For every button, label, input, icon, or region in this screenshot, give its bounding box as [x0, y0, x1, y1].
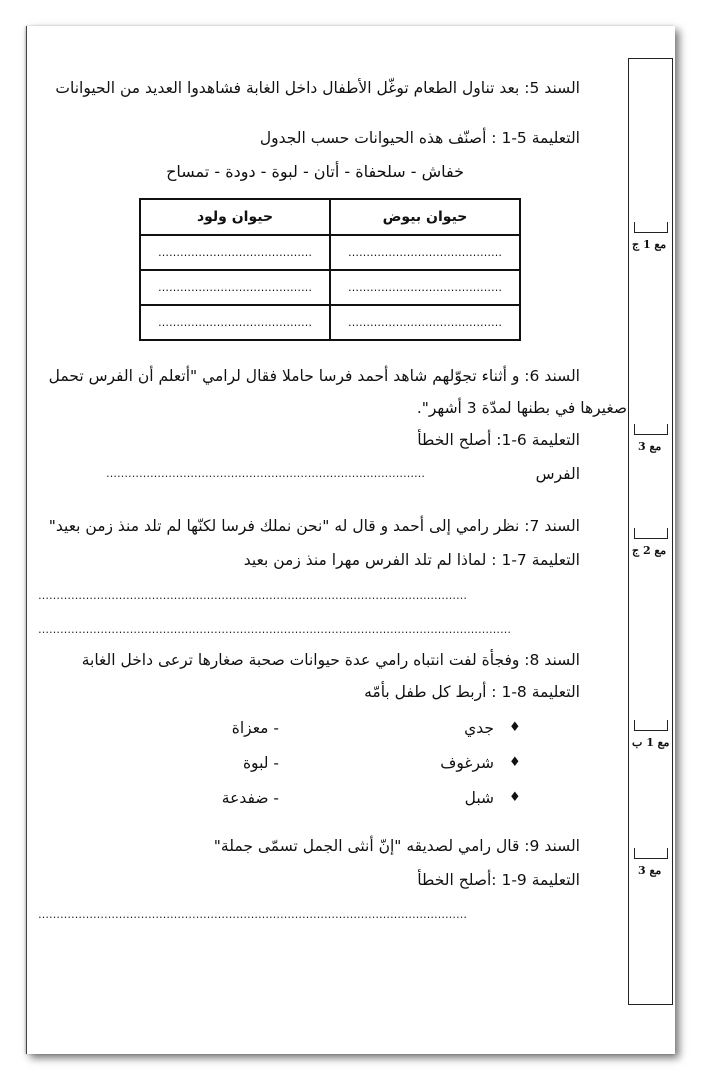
- answer-6-line[interactable]: ……………………………………………………………………………: [106, 467, 425, 480]
- sanad-6-line2: صغيرها في بطنها لمدّة 3 أشهر".: [416, 399, 627, 417]
- criteria-box: [634, 222, 668, 233]
- answer-cell[interactable]: ……………………………………: [140, 305, 330, 340]
- answer-6-label: الفرس: [535, 465, 580, 483]
- instruction-5-1: التعليمة 5-1 : أصنّف هذه الحيوانات حسب الجدول: [259, 129, 580, 147]
- classification-table: [139, 198, 521, 341]
- sanad-6-line1: السند 6: و أثناء تجوّلهم شاهد أحمد فرسا حاملا فقال لرامي "أتعلم أن الفرس تحمل: [48, 367, 580, 385]
- instruction-7-1: التعليمة 7-1 : لماذا لم تلد الفرس مهرا منذ زمن بعيد: [243, 551, 580, 569]
- bullet-icon: ♦: [509, 755, 521, 770]
- young-animal[interactable]: شبل: [464, 789, 494, 807]
- instruction-9-1: التعليمة 9-1 :أصلح الخطأ: [417, 871, 580, 889]
- criteria-box: [634, 528, 668, 539]
- sanad-9: السند 9: قال رامي لصديقه "إنّ أنثى الجمل تسمّى جملة": [213, 837, 580, 855]
- young-animal[interactable]: شرغوف: [440, 754, 494, 772]
- answer-cell[interactable]: ……………………………………: [330, 235, 520, 270]
- instruction-8-1: التعليمة 8-1 : أربط كل طفل بأمّه: [364, 683, 580, 701]
- table-row: [140, 305, 520, 340]
- criteria-box: [634, 720, 668, 731]
- bullet-icon: ♦: [509, 790, 521, 805]
- sanad-7: السند 7: نظر رامي إلى أحمد و قال له "نحن نملك فرسا لكنّها لم تلد منذ زمن بعيد": [48, 517, 580, 535]
- table-row: [140, 270, 520, 305]
- criteria-box: [634, 848, 668, 859]
- criteria-label: مع 1 ب: [632, 736, 670, 749]
- answer-9-line[interactable]: ………………………………………………………………………………………………………: [38, 908, 467, 921]
- mother-animal[interactable]: - معزاة: [231, 719, 279, 737]
- animal-list: خفاش - سلحفاة - أتان - لبوة - دودة - تمساح: [166, 162, 464, 181]
- instruction-6-1: التعليمة 6-1: أصلح الخطأ: [417, 431, 580, 449]
- sanad-8: السند 8: وفجأة لفت انتباه رامي عدة حيوانات صحبة صغارها ترعى داخل الغابة: [81, 651, 580, 669]
- header-viviparous: حيوان ولود: [140, 199, 330, 235]
- sanad-5: السند 5: بعد تناول الطعام توغّل الأطفال داخل الغابة فشاهدوا العديد من الحيوانات: [55, 79, 580, 97]
- header-oviparous: حيوان بيوض: [330, 199, 520, 235]
- answer-cell[interactable]: ……………………………………: [330, 270, 520, 305]
- answer-7-line-2[interactable]: …………………………………………………………………………………………………………………: [38, 623, 511, 636]
- criteria-label: مع 2 ج: [632, 544, 667, 557]
- criteria-label: مع 3: [638, 440, 662, 453]
- answer-cell[interactable]: ……………………………………: [140, 270, 330, 305]
- mother-animal[interactable]: - ضفدعة: [221, 789, 279, 807]
- young-animal[interactable]: جدي: [464, 719, 494, 737]
- mother-animal[interactable]: - لبوة: [242, 754, 279, 772]
- criteria-label: مع 3: [638, 864, 662, 877]
- answer-cell[interactable]: ……………………………………: [330, 305, 520, 340]
- table-row: [140, 235, 520, 270]
- answer-7-line-1[interactable]: ………………………………………………………………………………………………………: [38, 589, 467, 602]
- criteria-box: [634, 424, 668, 435]
- bullet-icon: ♦: [509, 720, 521, 735]
- criteria-label: مع 1 ج: [632, 238, 667, 251]
- answer-cell[interactable]: ……………………………………: [140, 235, 330, 270]
